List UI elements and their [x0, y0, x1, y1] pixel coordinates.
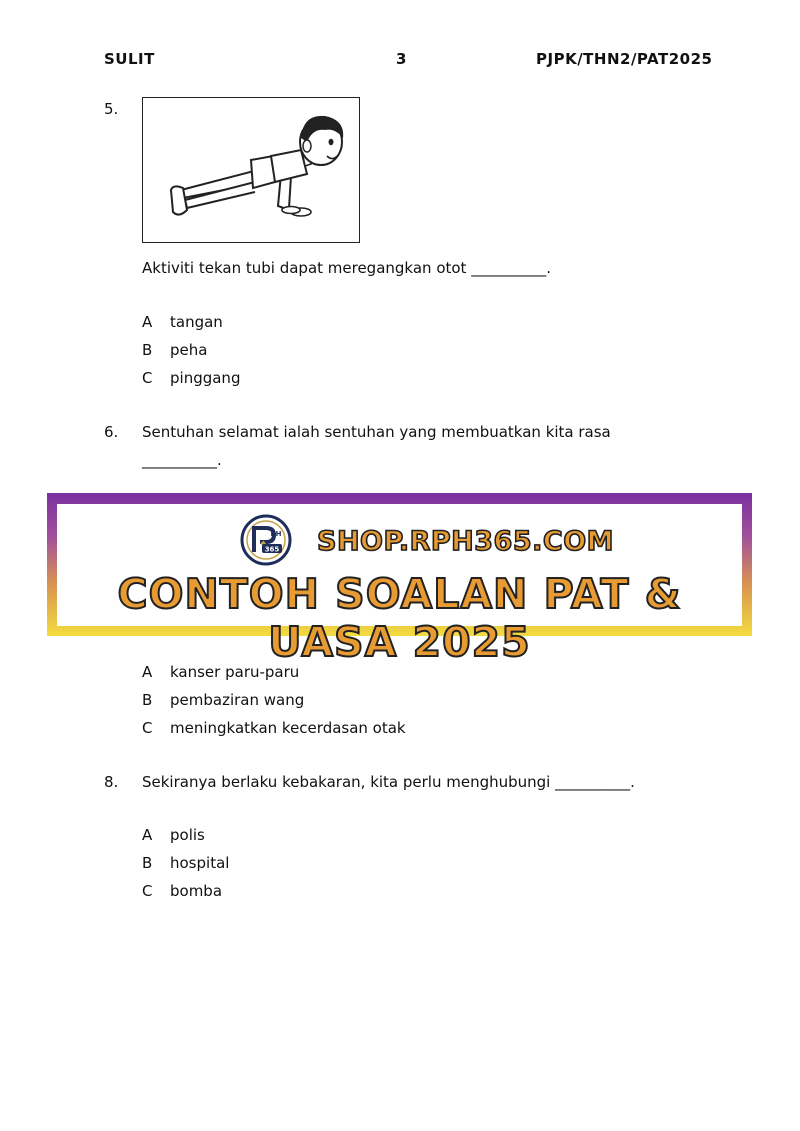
boy-push-up-icon [143, 98, 361, 244]
question-7-option-c[interactable]: meningkatkan kecerdasan otak [170, 719, 406, 737]
paper-code: PJPK/THN2/PAT2025 [536, 50, 713, 68]
question-5-number: 5. [104, 100, 119, 118]
svg-text:365: 365 [264, 545, 280, 554]
question-8-option-c-letter: C [142, 882, 153, 900]
question-5-option-c-letter: C [142, 369, 153, 387]
banner-title: CONTOH SOALAN PAT & UASA 2025 [117, 570, 682, 666]
banner-shop-url[interactable]: SHOP.RPH365.COM [317, 526, 615, 557]
question-8-option-b-letter: B [142, 854, 153, 872]
question-8-text: Sekiranya berlaku kebakaran, kita perlu menghubungi __________. [142, 773, 635, 791]
question-5-option-a[interactable]: tangan [170, 313, 223, 331]
question-7-option-b-letter: B [142, 691, 153, 709]
push-up-illustration [142, 97, 360, 243]
question-8-number: 8. [104, 773, 119, 791]
question-7-option-c-letter: C [142, 719, 153, 737]
question-8-option-b[interactable]: hospital [170, 854, 230, 872]
question-8-option-c[interactable]: bomba [170, 882, 223, 900]
question-7-option-a-letter: A [142, 663, 153, 681]
question-6-text-line1: Sentuhan selamat ialah sentuhan yang membuatkan kita rasa [142, 423, 611, 441]
question-6-text-line2: __________. [142, 451, 222, 469]
rph365-logo-icon [240, 514, 292, 566]
question-8-option-a[interactable]: polis [170, 826, 205, 844]
page-number: 3 [396, 50, 407, 68]
question-8-option-a-letter: A [142, 826, 153, 844]
question-7-option-a[interactable]: kanser paru-paru [170, 663, 300, 681]
question-5-option-b-letter: B [142, 341, 153, 359]
question-7-option-b[interactable]: pembaziran wang [170, 691, 305, 709]
question-5-option-c[interactable]: pinggang [170, 369, 241, 387]
promo-banner-inner [57, 504, 742, 666]
question-5-option-b[interactable]: peha [170, 341, 208, 359]
svg-text:PH: PH [270, 530, 282, 538]
question-6-number: 6. [104, 423, 119, 441]
promo-banner [47, 493, 752, 666]
header-label-sulit: SULIT [104, 50, 155, 68]
question-5-option-a-letter: A [142, 313, 153, 331]
question-5-text: Aktiviti tekan tubi dapat meregangkan otot __________. [142, 259, 551, 277]
